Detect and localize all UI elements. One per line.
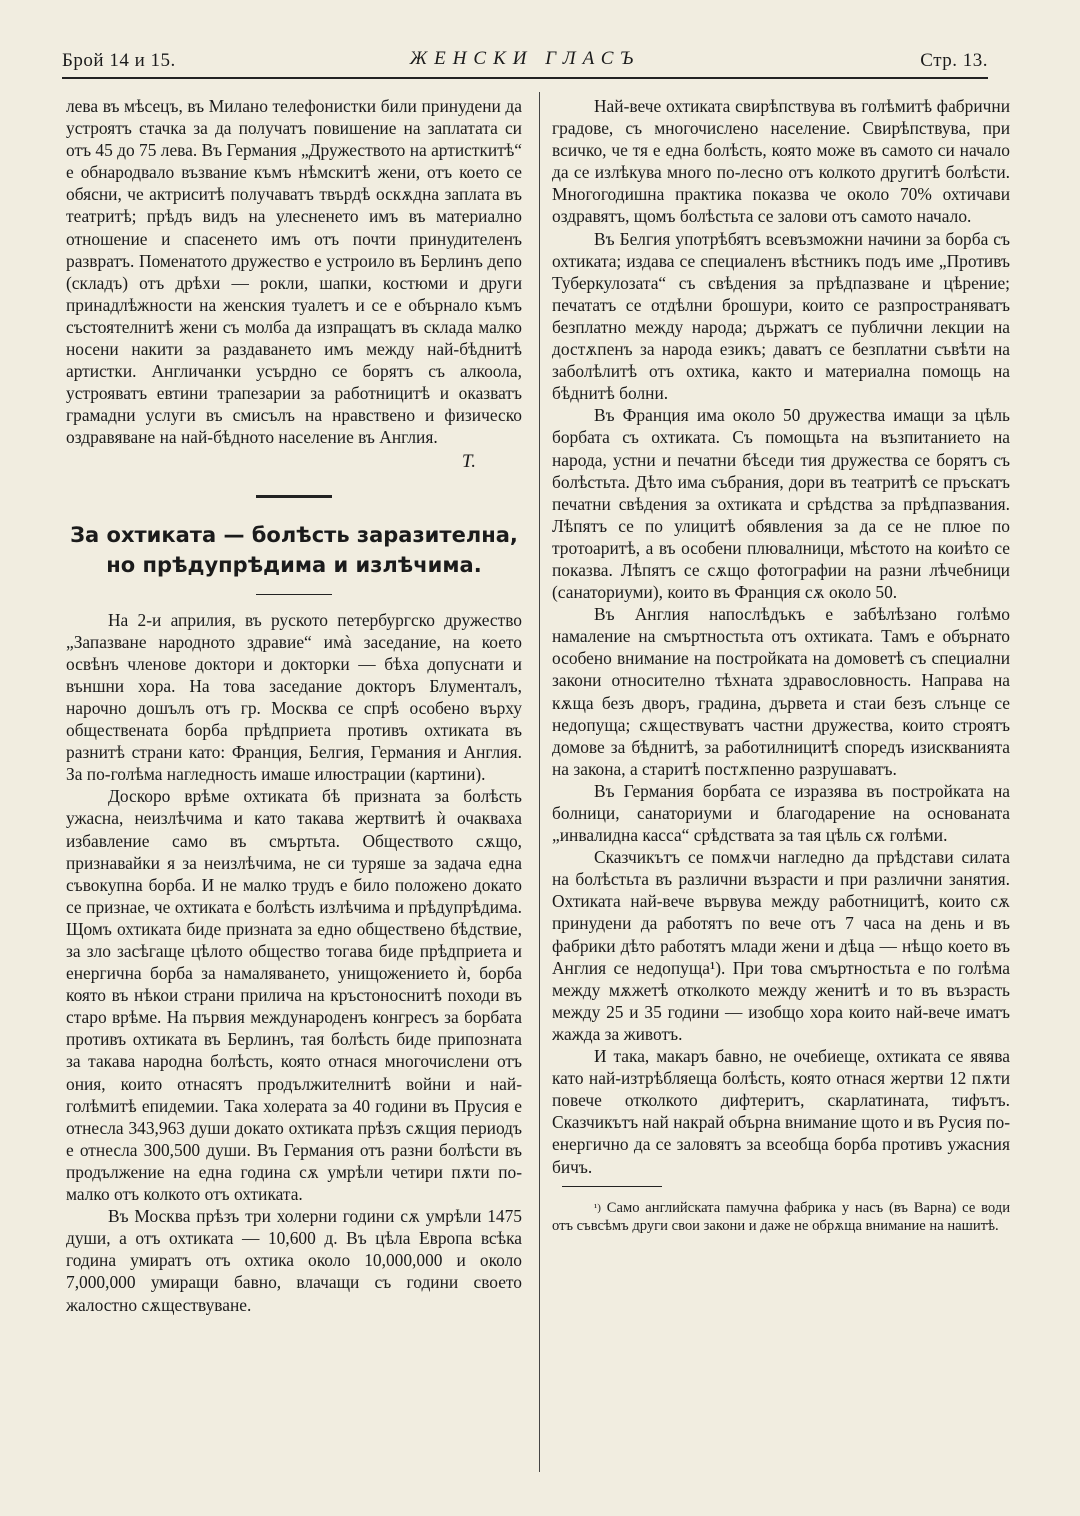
right-column (552, 95, 1010, 1236)
continuation-paragraph: лева въ мѣсецъ, въ Милано телефонистки били принудени да устроятъ стачка за да получатъ повишение на заплатата си отъ 45 до 75 лева. Въ Германия „Дружеството на артисткитѣ“ е обнародвало възвание къмъ нѣмскитѣ жени, отъ което се обясни, че актриситѣ получаватъ твърдѣ оскѫдна заплата въ театритѣ; прѣдъ видъ на улесненето имъ въ материално отношение и спасенето имъ отъ почти принудителенъ развратъ. Поменатото дружество е устроило въ Берлинъ депо (складъ) отъ дрѣхи — рокли, шапки, костюми и други принадлѣжности на женския туалетъ и се е обърнало къмъ състоятелнитѣ жени съ молба да изпращатъ въ склада малко носени накити за раздаването имъ между най-бѣднитѣ артистки. Англичанки усърдно се борятъ съ алкоола, устрояватъ евтини трапезарии за работницитѣ и оказватъ грамадни услуги въ смисълъ на нравствено и физическо оздравяване на най-бѣдното население въ Англия. (66, 96, 522, 448)
article-paragraph: Въ Франция има около 50 дружества имащи за цѣль борбата съ охтиката. Съ помощьта на възпитанието на народа, устни и печатни бѣседи тия дружества се борятъ съ болѣстьта. Дѣто има събрания, дори въ театритѣ се пръскатъ печатни свѣдения за охтиката и срѣдства за прѣдпазвания. Лѣпятъ се по улицитѣ обявления за да се не плюе по тротоаритѣ, а въ особени плювалници, мѣстото на коиѣто се показва. Лѣпятъ се сѫщо фотографии на разни лѣчебници (санаториуми), които въ Франция сѫ около 50. (552, 405, 1010, 603)
header-rule (62, 77, 988, 79)
footnote-text: Само английската памучна фабрика у насъ (въ Варна) се води отъ съвсѣмъ други свои закони и даже не обрѫща внимание на нашитѣ. (552, 1199, 1011, 1235)
article-paragraph: Въ Белгия употрѣбятъ всевъзможни начини за борба съ охтиката; издава се специаленъ вѣстникъ подъ име „Противъ Туберкулозата“ съ свѣдения за прѣдпазване и цѣрение; печататъ се отдѣлни брошури, които се разпространяватъ безплатно между народа; държатъ се публични лекции на достѫпенъ за народа езикъ; даватъ се безплатни съвѣти на заболѣлитѣ отъ охтика, както и материална помощь на бѣднитѣ болни. (552, 228, 1010, 404)
article-paragraph: Въ Англия напослѣдъкъ е забѣлѣзано голѣмо намаление на смъртностьта отъ охтиката. Тамъ е обърнато особено внимание на постройката на домоветѣ съ специални закони относително тѣхната здравословность. Направа на кѫща безъ дворъ, градина, дървета и стаи безъ слънце се недопуща; сѫществуватъ частни дружества, които строятъ домове за бѣднитѣ, за работилницитѣ споредъ изискванията на закона, а старитѣ постѫпенно разрушаватъ. (552, 604, 1010, 779)
page-header (62, 46, 988, 76)
article-paragraph: Сказчикътъ се помѫчи нагледно да прѣдстави силата на болѣстьта въ различни възрасти и при различни занятия. Охтиката най-вече вървува между работницитѣ, които сѫ принудени да работятъ по вече отъ 7 часа на день и въ фабрики дѣто работятъ млади жени и дѣца — нѣщо което въ Англия се недопуща¹). При това смъртностьта е по голѣма между мѫжетѣ отколкото между женитѣ и то въ възрасть между 25 и 35 години — изобщо хора които най-вече иматъ жажда за животъ. (552, 847, 1010, 1044)
issue-number: Брой 14 и 15. (62, 50, 176, 71)
page-number: Стр. 13. (920, 50, 988, 71)
column-divider (539, 92, 540, 1472)
footnote-marker: ¹) (594, 1201, 601, 1214)
journal-title: ЖЕНСКИ ГЛАСЪ (409, 48, 641, 69)
article-paragraph: Въ Германия борбата се изразява въ постройката на болници, санаториуми и благодарение на основаната „инвалидна касса“ срѣдствата за тая цѣль сѫ голѣми. (552, 780, 1010, 846)
article-paragraph: Доскоро врѣме охтиката бѣ призната за болѣсть ужасна, неизлѣчима и като такава жертвитѣ ѝ очакваха избавление само въ смъртьта. Обществото сѫщо, признавайки я за неизлѣчима, не си туряше за задача една съвокупна борба. И не малко трудъ е било положено докато се признае, че охтиката е болѣсть излѣчима и прѣдупрѣдима. Щомъ охтиката биде призната за едно обществено бѣдствие, за зло засѣгаще цѣлото общество тогава биде прѣдприета и енергична борба за намаляването, унищожението ѝ, борба която въ нѣкои страни прилича на кръстоноснитѣ походи въ старо врѣме. На първия международенъ конгресъ за борбата противъ охтиката въ Берлинъ, тая болѣсть биде припозната за такава народна болѣсть, която отнася многочислени отъ ония, които отнасятъ продължителнитѣ войни и най-голѣмитѣ епидемии. Така холерата за 40 години въ Прусия е отнесла 343,963 души докато охтиката прѣзъ сѫщия периодъ е отнесла 300,500 души. Въ Германия отъ разни болѣсти въ продължение на една година сѫ умрѣли четири пѫти по-малко отъ колкото отъ охтиката. (66, 786, 522, 1205)
article-paragraph: На 2-и априлия, въ руското петербургско дружество „Запазване народното здравие“ имà заседание, на което освѣнъ членове доктори и докторки — бѣха допуснати и външни хора. На това заседание докторъ Блументалъ, нарочно дошълъ отъ гр. Москва се спрѣ особено върху обществената борба прѣдприета противъ охтиката въ разнитѣ страни като: Франция, Белгия, Германия и Англия. За по-голѣма нагледность имаше илюстрации (картини). (66, 609, 522, 785)
left-column (66, 95, 522, 1316)
section-divider (256, 495, 332, 498)
article-paragraph: И така, макаръ бавно, не очебиеще, охтиката се явява като най-изтрѣбляеща болѣсть, която отнася жертви 12 пѫти повече отколкото дифтеритъ, скарлатината, тифътъ. Сказчикътъ най накрай обърна внимание щото и въ Русия по-енергично да се заловятъ за всеобща борба противъ ужасния бичъ. (552, 1046, 1010, 1177)
article-paragraph: Въ Москва прѣзъ три холерни години сѫ умрѣли 1475 души, а отъ охтиката — 10,600 д. Въ цѣла Европа всѣка година умиратъ отъ охтика около 10,000,000 и около 7,000,000 умиращи бавно, влачащи съ години своето жалостно сѫществуване. (66, 1206, 522, 1315)
author-signature: Т. (461, 450, 476, 472)
footnote-rule (562, 1186, 662, 1187)
footnote (552, 1199, 1010, 1236)
article-title: За охтиката — болѣсть заразителна, но прѣдупрѣдима и излѣчима. (70, 522, 518, 577)
article-paragraph: Най-вече охтиката свирѣпствува въ голѣмитѣ фабрични градове, съ многочислено население. Свирѣпствува, при всичко, че тя е една болѣсть, която може въ самото си начало да се излѣкува много по-лесно отъ колкото другитѣ болѣсти. Многогодишна практика показва че около 70% охтичави оздравятъ, щомъ болѣстьта се залови отъ самото начало. (552, 96, 1010, 227)
